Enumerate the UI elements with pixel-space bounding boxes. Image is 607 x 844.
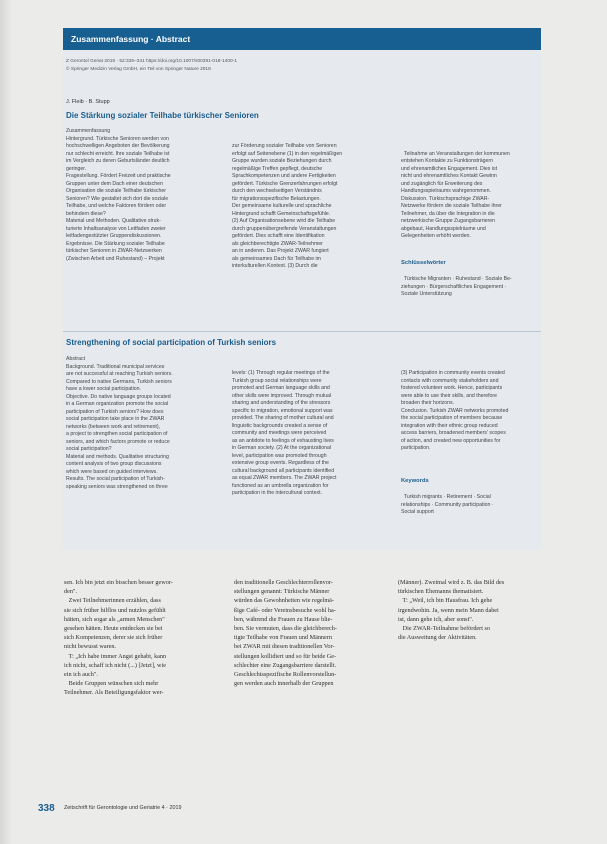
copyright-line: © Springer Medizin Verlag GmbH, ein Teil von Springer Nature 2018 xyxy=(66,66,211,72)
german-abstract-col2: zur Förderung sozialer Teilhabe von Senioren erfolgt auf Seitenebene (1) in den regelmäßigen Gruppe wurden soziale Beziehungen durch regelmäßige Treffen gepflegt, deutsche Sprachkompetenzen und andere Fertigkeiten gefördert. Türkische Grenzerfahrungen erfolgt durch den wechselseitigen Verständnis für migrationsspezifische Belastungen. Der gemeinsame kulturelle und sprachliche Hintergrund schafft Gemeinschaftsgefühle. (2) Auf Organisationsebene wird die Teilhabe durch gruppenübergreifende Veranstaltungen gefördert. Dies schafft eine Identifikation als gleichberechtigte ZWAR-Teilnehmer an in anderen. Das Projekt ZWAR fungiert als gemeinsames Dach für Teilhabe im interkulturellen Kontext. (3) Durch die xyxy=(232,143,343,269)
page-number: 338 xyxy=(38,803,55,814)
body-column-3: (Männer). Zweimal wird z. B. das Bild des türkischen Ehemanns thematisiert. T: „Weil, ich bin Hausfrau. Ich gehe irgendwohin. Ja, wenn mein Mann dabei ist, dann gehe ich, aber sonst". Die ZWAR-Teilnahme befördert so die Ausweitung der Aktivitäten. xyxy=(398,579,505,642)
section-banner: Zusammenfassung · Abstract xyxy=(63,28,541,50)
english-abstract-col2: levels: (1) Through regular meetings of the Turkish group social relationships were promoted and German language skills and other skills were improved. Through mutual sharing and understanding of the stressors specific to migration, emotional support was provided. The sharing of mother cultural and linguistic backgrounds created a sense of community and meetings were perceived as an antidote to feelings of exhausting lives in German society. (2) At the organizational level, participation was promoted through extensive group events. Regardless of the cultural background all participants identified as equal ZWAR members. The ZWAR project functioned as an umbrella organization for participation in the intercultural context. xyxy=(232,370,337,496)
body-column-1: sen. Ich bin jetzt ein bisschen besser gewor- den". Zwei Teilnehmerinnen erzählen, dass sie sich früher hilflos und nutzlos gefühlt hätten, sich sogar als „armen Menschen" gesehen hätten. Heute entdecken sie bei sich Kompetenzen, derer sie sich früher nicht bewusst waren. T: „Ich habe immer Angst gehabt, kann ich nicht, schaff ich nicht (...) [Jetzt], wie ein ich auch". Beide Gruppen wünschen sich mehr Teilnehmer. Als Beteiligungsfaktor wer- xyxy=(64,579,173,697)
citation-line: Z Gerontol Geriat 2019 · 52:336–341 https://doi.org/10.1007/s00391-018-1400-1 xyxy=(66,59,237,64)
citation-meta xyxy=(66,58,366,73)
divider xyxy=(63,331,541,332)
german-abstract-col3 xyxy=(401,143,541,241)
english-abstract-col1: Abstract Background. Traditional municipal services are not successful at reaching Turkish seniors. Compared to native Germans, Turkish seniors have a lower social participation. Objective. Do native language groups located in a German organization promote the social participation of Turkish seniors? How does social participation take place in the ZWAR networks (between work and retirement), a project to strengthen social participation of seniors, and which factors promote or reduce social participation? Material and methods. Qualitative structuring content analysis of two group discussions which were based on guided interviews. Results. The social participation of Turkish- speaking seniors was strengthened on three xyxy=(66,356,173,490)
journal-footer: Zeitschrift für Gerontologie und Geriatrie 4 · 2019 xyxy=(64,805,182,811)
german-title: Die Stärkung sozialer Teilhabe türkischer Senioren xyxy=(66,111,259,120)
page-fold-shadow xyxy=(0,0,12,844)
english-keywords-label: Keywords xyxy=(401,478,429,484)
german-abstract-col3-text: Teilnahme an Veranstaltungen der kommunen entstehen Kontakte zu Funktionsträgern und ehrenamtliches Engagement. Dies ist nicht und ehrenamtliches Kontakt Gewinn und zugänglich für Erweiterung des Handlungsspielraums wahrgenommen. Diskussion. Türkischsprachige ZWAR- Netzwerke fördern die soziale Teilhabe ihrer Teilnehmer, da über die Integration in die netzwerkische Gruppe Zugangsbarrieren abgebaut, Handlungsspielräume und Gelegenheiten erhöht werden. xyxy=(401,150,510,239)
authors: J. Fleib · B. Stupp xyxy=(66,99,110,105)
english-keywords-text: Turkish migrants · Retirement · Social relationships · Community participation · Social support xyxy=(401,494,494,515)
german-keywords-label: Schlüsselwörter xyxy=(401,260,446,266)
german-abstract-col1: Zusammenfassung Hintergrund. Türkische Senioren werden von hochschwelligen Angeboten der Bevölkerung nur schlecht erreicht. Ihre soziale Teilhabe ist im Vergleich zu deren Geburtsländer deutlich geringer. Fragestellung. Fördert Freizeit und praktische Gruppen unter dem Dach einer deutschen Organisation die soziale Teilhabe türkischer Senioren? Wie gestaltet sich dort die soziale Teilhabe, und welche Faktoren fördern oder behindern diese? Material und Methoden. Qualitative struk- turierte Inhaltsanalyse von Leitfaden zweier leitfadengestützter Gruppendiskussionen. Ergebnisse. Die Stärkung sozialer Teilhabe türkischer Senioren in ZWAR-Netzwerken (Zwischen Arbeit und Ruhestand) – Projekt xyxy=(66,128,171,262)
german-keywords-text: Türkische Migranten · Ruhestand · Soziale Be- ziehungen · Bürgerschaftliches Engagement · Soziale Unterstützung xyxy=(401,276,512,297)
body-column-2: den traditionelle Geschlechterrollenvor- stellungen genannt: Türkische Männer würden das Gewohnheiten wie regelmä- ßige Café- oder Vereinsbesuche wohl ha- ben, während die Frauen zu Hause blie- ben. Sie vermuten, dass die gleichberech- tigte Teilhabe von Frauen und Männern bei ZWAR mit diesen traditionellen Vor- stellungen kollidiert und so für beide Ge- schlechter eine Zugangsbarriere darstellt. Geschlechtsspezifische Rollenvorstellun- gen werden auch innerhalb der Gruppen xyxy=(234,579,337,688)
english-abstract-col3: (3) Participation in community events created contacts with community stakeholders and fostered volunteer work. Hence, participants were able to use their skills, and therefore broaden their horizons. Conclusion. Turkish ZWAR networks promoted the social participation of members because integration with their ethnic group reduced access barriers, broadened members' scopes of action, and created new opportunities for participation. xyxy=(401,370,509,451)
german-keywords xyxy=(401,245,541,299)
english-title: Strengthening of social participation of Turkish seniors xyxy=(66,338,277,347)
english-keywords xyxy=(401,463,541,517)
